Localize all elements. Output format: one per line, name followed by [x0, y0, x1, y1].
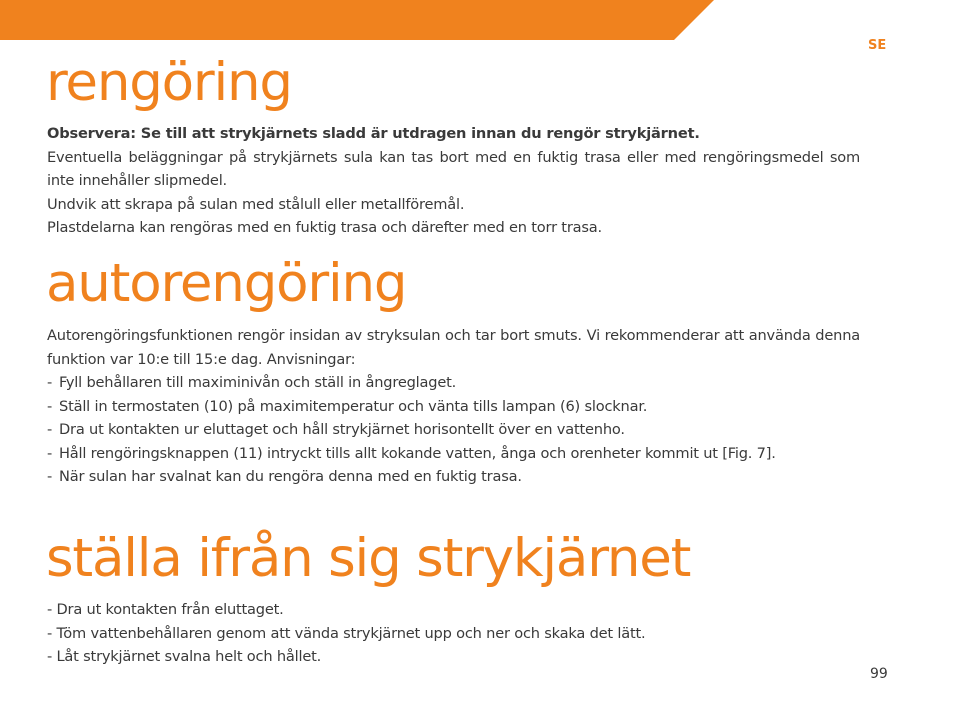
list-item: [47, 442, 860, 466]
dash-marker: -: [47, 374, 53, 391]
selfclean-intro: Autorengöringsfunktionen rengör insidan av stryksulan och tar bort smuts. Vi rekommenderar att använda denna funktion var 10:e till 15:e dag. Anvisningar:: [47, 327, 860, 368]
cleaning-paragraph: Eventuella beläggningar på strykjärnets sula kan tas bort med en fuktig trasa eller med rengöringsmedel som inte innehåller slipmedel.: [47, 148, 860, 189]
list-item-text: Dra ut kontakten ur eluttaget och håll strykjärnet horisontellt över en vattenho.: [59, 421, 625, 438]
list-item: [47, 418, 860, 442]
list-item-text: Håll rengöringsknappen (11) intryckt tills allt kokande vatten, ånga och orenheter kommit ut [Fig. 7].: [59, 444, 776, 462]
language-tag: SE: [868, 38, 887, 53]
cleaning-paragraph: Plastdelarna kan rengöras med en fuktig trasa och därefter med en torr trasa.: [47, 219, 602, 236]
list-item: [47, 371, 860, 395]
dash-marker: -: [47, 421, 53, 438]
header-accent-band: [0, 0, 954, 40]
cleaning-notice: Observera: Se till att strykjärnets sladd är utdragen innan du rengör strykjärnet.: [47, 125, 700, 142]
dash-marker: -: [47, 444, 53, 462]
section-title-storage: ställa ifrån sig strykjärnet: [46, 528, 691, 589]
cleaning-body: [47, 122, 860, 240]
dash-marker: -: [47, 397, 53, 415]
header-accent-shape: [0, 0, 714, 40]
selfclean-body: [47, 324, 860, 489]
section-title-cleaning: rengöring: [46, 52, 292, 113]
list-item-text: När sulan har svalnat kan du rengöra denna med en fuktig trasa.: [59, 468, 522, 485]
storage-steps: [47, 598, 860, 669]
list-item: - Dra ut kontakten från eluttaget.: [47, 601, 284, 618]
list-item: - Låt strykjärnet svalna helt och hållet.: [47, 648, 322, 665]
selfclean-steps: [47, 371, 860, 489]
section-title-selfclean: autorengöring: [46, 253, 407, 314]
list-item-text: Fyll behållaren till maximinivån och ställ in ångreglaget.: [59, 374, 457, 391]
storage-body: [47, 598, 860, 669]
cleaning-paragraph: Undvik att skrapa på sulan med stålull eller metallföremål.: [47, 195, 465, 213]
list-item: [47, 465, 860, 489]
list-item: - Töm vattenbehållaren genom att vända strykjärnet upp och ner och skaka det lätt.: [47, 624, 646, 642]
dash-marker: -: [47, 468, 53, 485]
list-item: [47, 395, 860, 419]
list-item-text: Ställ in termostaten (10) på maximitemperatur och vänta tills lampan (6) slocknar.: [59, 397, 648, 415]
page-number: 99: [870, 666, 888, 682]
